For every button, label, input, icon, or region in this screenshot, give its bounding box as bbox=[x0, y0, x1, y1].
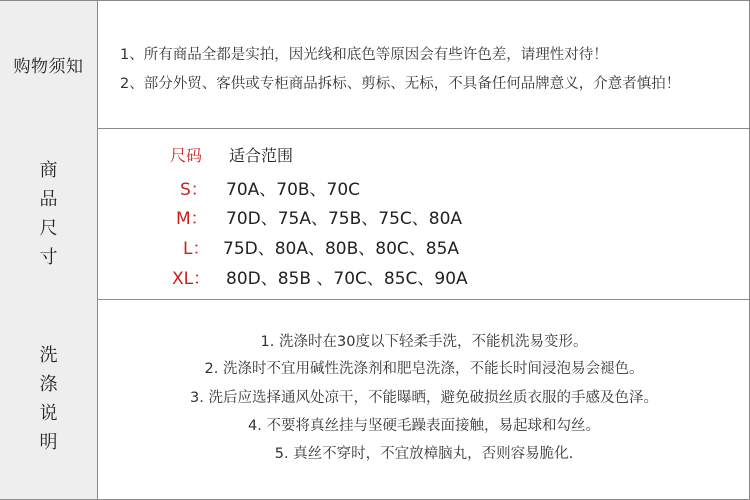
notice-title: 购物须知 bbox=[13, 57, 84, 77]
notice-content bbox=[98, 1, 750, 128]
wash-title-char-4: 明 bbox=[39, 432, 58, 453]
size-row-s-range: 70A、70B、70C bbox=[226, 180, 361, 200]
notice-section bbox=[0, 0, 750, 129]
size-header-size: 尺码 bbox=[170, 146, 203, 165]
wash-line-1: 1. 洗涤时在30度以下轻柔手洗，不能机洗易变形。 bbox=[260, 334, 588, 350]
wash-content bbox=[98, 299, 750, 499]
notice-label-cell bbox=[0, 1, 98, 128]
size-row-s-label: S： bbox=[180, 180, 208, 200]
size-title-char-4: 寸 bbox=[39, 246, 58, 268]
wash-line-2: 2. 洗涤时不宜用碱性洗涤剂和肥皂洗涤，不能长时间浸泡易会褪色。 bbox=[204, 361, 644, 377]
notice-line-2: 2、部分外贸、客供或专柜商品拆标、剪标、无标，不具备任何品牌意义，介意者慎拍！ bbox=[120, 76, 681, 92]
size-row-l-range: 75D、80A、80B、80C、85A bbox=[223, 239, 460, 259]
notice-line-1: 1、所有商品全都是实拍，因光线和底色等原因会有些许色差，请理性对待！ bbox=[120, 47, 608, 63]
size-title-char-2: 品 bbox=[39, 188, 58, 210]
size-header-range: 适合范围 bbox=[229, 146, 294, 165]
wash-line-4: 4. 不要将真丝挂与坚硬毛躁表面接触，易起球和勾丝。 bbox=[248, 418, 600, 434]
wash-line-3: 3. 洗后应选择通风处凉干，不能曝晒，避免破损丝质衣服的手感及色泽。 bbox=[190, 390, 658, 406]
size-title bbox=[40, 156, 58, 272]
size-row-m-range: 70D、75A、75B、75C、80A bbox=[226, 209, 463, 229]
wash-line-5: 5. 真丝不穿时，不宜放樟脑丸，否则容易脆化. bbox=[274, 446, 574, 462]
size-row-xl-range: 80D、85B 、70C、85C、90A bbox=[226, 269, 468, 289]
wash-title-char-1: 洗 bbox=[39, 345, 58, 366]
size-title-char-3: 尺 bbox=[39, 217, 58, 239]
size-row-l-label: L： bbox=[183, 239, 210, 259]
wash-section bbox=[0, 299, 750, 500]
wash-label-cell bbox=[0, 299, 98, 499]
size-row-m-label: M： bbox=[176, 209, 208, 229]
size-title-char-1: 商 bbox=[39, 159, 58, 181]
size-label-cell bbox=[0, 128, 98, 299]
wash-title bbox=[40, 341, 58, 457]
wash-title-char-3: 说 bbox=[39, 403, 58, 424]
wash-title-char-2: 涤 bbox=[39, 374, 58, 395]
size-row-xl-label: XL： bbox=[172, 269, 211, 289]
